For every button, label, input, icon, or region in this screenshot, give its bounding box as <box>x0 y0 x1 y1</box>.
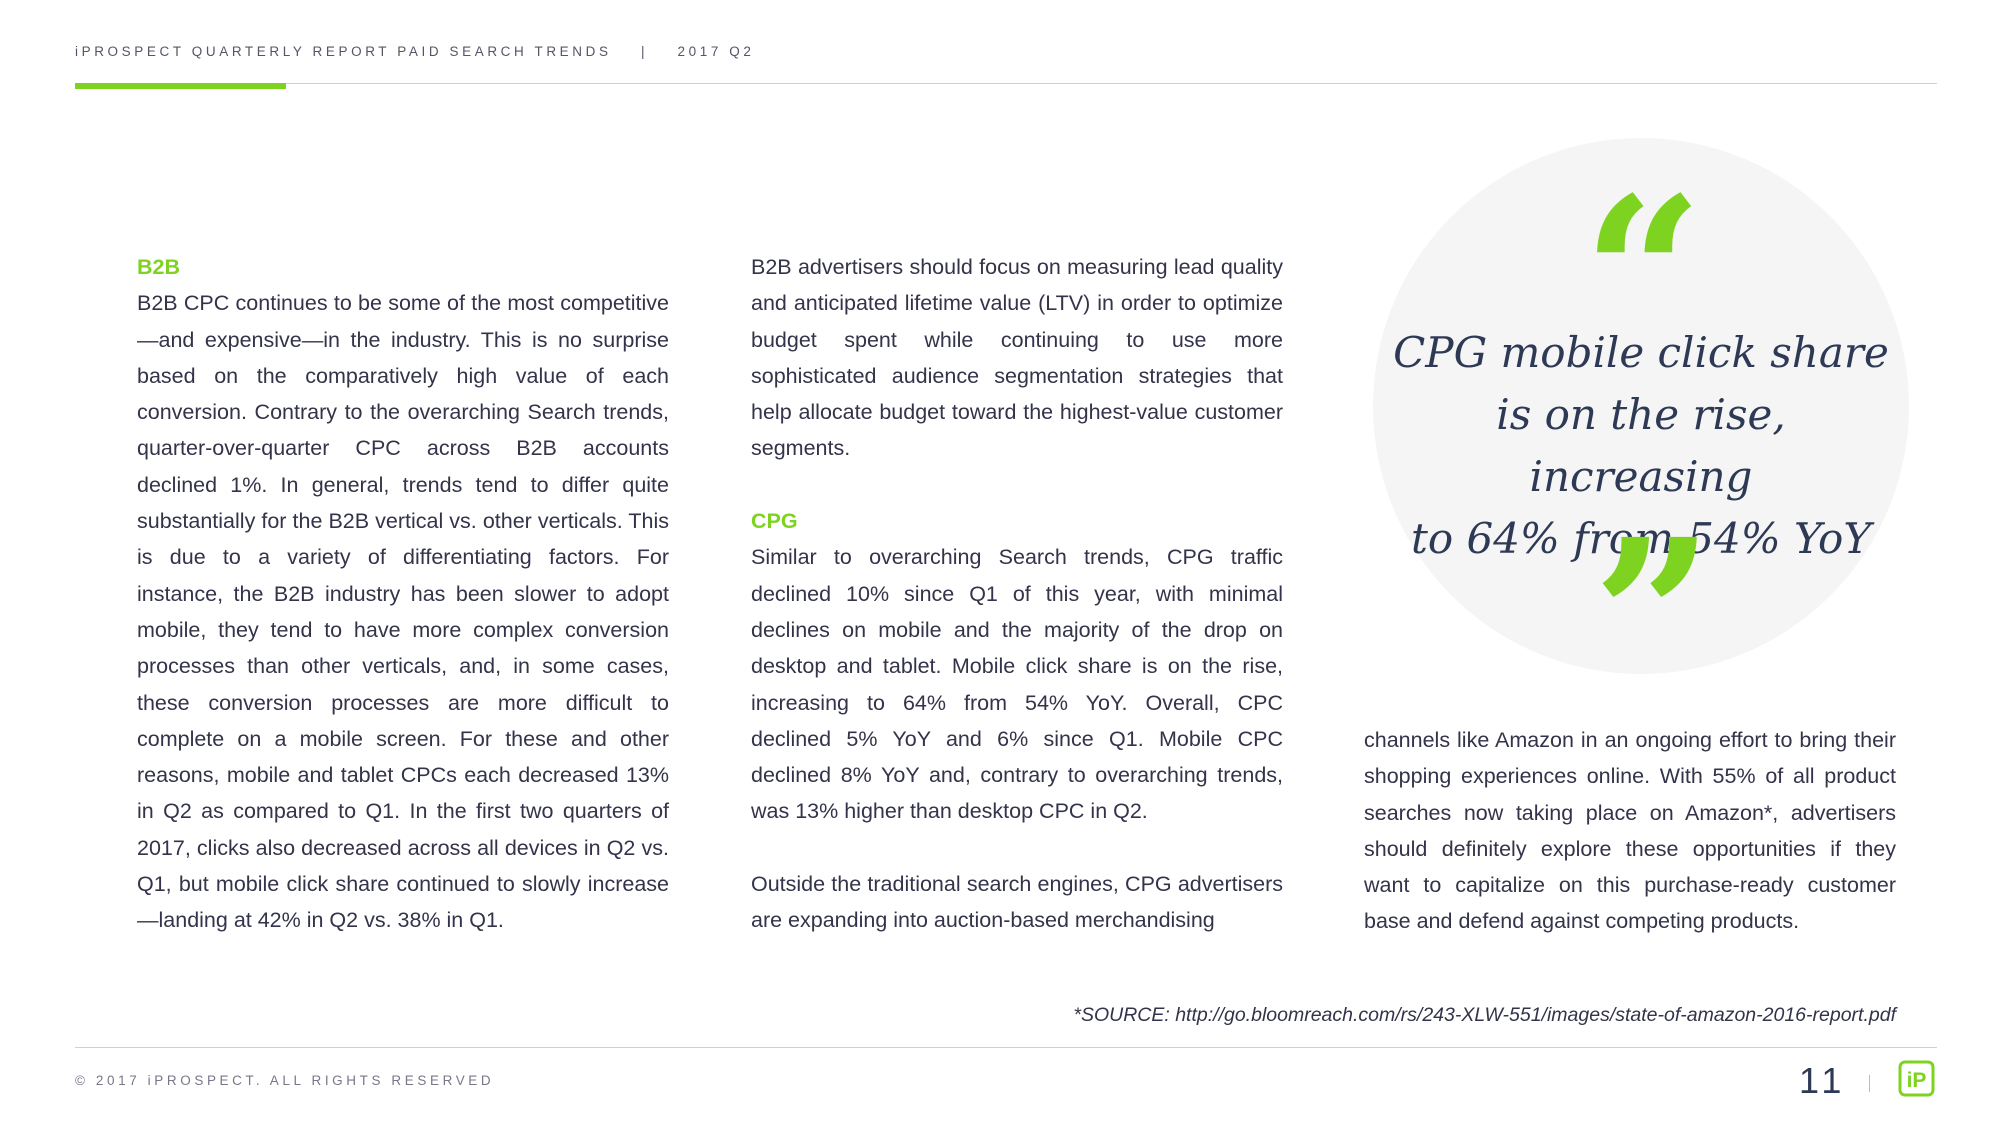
report-period: 2017 Q2 <box>677 44 755 59</box>
column-b2b-cpg <box>751 249 1283 939</box>
pull-quote-line: CPG mobile click share <box>1393 328 1889 377</box>
header-separator: | <box>641 44 649 59</box>
page-number: 11 <box>1799 1060 1847 1101</box>
footer-separator <box>1869 1075 1870 1092</box>
report-title: iPROSPECT QUARTERLY REPORT PAID SEARCH TRENDS <box>75 44 612 59</box>
quote-open-icon: “ <box>1582 151 1704 398</box>
header-rule <box>75 83 1937 84</box>
column-b2b <box>137 249 669 939</box>
logo-text: iP <box>1906 1069 1927 1092</box>
pull-quote-line: is on the rise, increasing <box>1496 390 1786 501</box>
section-heading-b2b: B2B <box>137 255 181 279</box>
iprospect-logo-icon <box>1898 1060 1935 1097</box>
cpg-paragraph: Similar to overarching Search trends, CPG traffic declined 10% since Q1 of this year, with minimal declines on mobile and the majority of the drop on desktop and tablet. Mobile click share is on the rise, increasing to 64% from 54% YoY. Overall, CPC declined 5% YoY and 6% since Q1. Mobile CPC declined 8% YoY and, contrary to overarching trends, was 13% higher than desktop CPC in Q2. <box>751 545 1283 824</box>
b2b-advice-paragraph: B2B advertisers should focus on measuring lead quality and anticipated lifetime value (LTV) in order to optimize budget spent while continuing to use more sophisticated audience segmentation strategies that help allocate budget toward the highest-value customer segments. <box>751 255 1283 461</box>
column-amazon <box>1364 722 1896 940</box>
b2b-paragraph: B2B CPC continues to be some of the most competitive—and expensive—in the industry. This is no surprise based on the comparatively high value of each conversion. Contrary to the overarching Search trends, quarter-over-quarter CPC across B2B accounts declined 1%. In general, trends tend to differ quite substantially for the B2B vertical vs. other verticals. This is due to a variety of differentiating factors. For instance, the B2B industry has been slower to adopt mobile, they tend to have more complex conversion processes than other verticals, and, in some cases, these conversion processes are more difficult to complete on a mobile screen. For these and other reasons, mobile and tablet CPCs each decreased 13% in Q2 as compared to Q1. In the first two quarters of 2017, clicks also decreased across all devices in Q2 vs. Q1, but mobile click share continued to slowly increase—landing at 42% in Q2 vs. 38% in Q1. <box>137 291 669 933</box>
quote-close-icon: ” <box>1592 493 1714 740</box>
copyright: © 2017 iPROSPECT. ALL RIGHTS RESERVED <box>75 1073 495 1088</box>
footer-rule <box>75 1047 1937 1048</box>
header-accent-bar <box>75 83 286 89</box>
source-citation: *SOURCE: http://go.bloomreach.com/rs/243-XLW-551/images/state-of-amazon-2016-report.pdf <box>1073 1004 1896 1026</box>
section-heading-cpg: CPG <box>751 509 798 534</box>
pull-quote-line: to 64% from 54% YoY <box>1410 514 1872 563</box>
amazon-paragraph: channels like Amazon in an ongoing effort to bring their shopping experiences online. With 55% of all product searches now taking place on Amazon*, advertisers should definitely explore these opportunities if they want to capitalize on this purchase-ready customer base and defend against competing products. <box>1364 728 1896 934</box>
report-header <box>75 44 755 59</box>
cpg-outside-paragraph: Outside the traditional search engines, CPG advertisers are expanding into auction-based merchandising <box>751 872 1283 933</box>
